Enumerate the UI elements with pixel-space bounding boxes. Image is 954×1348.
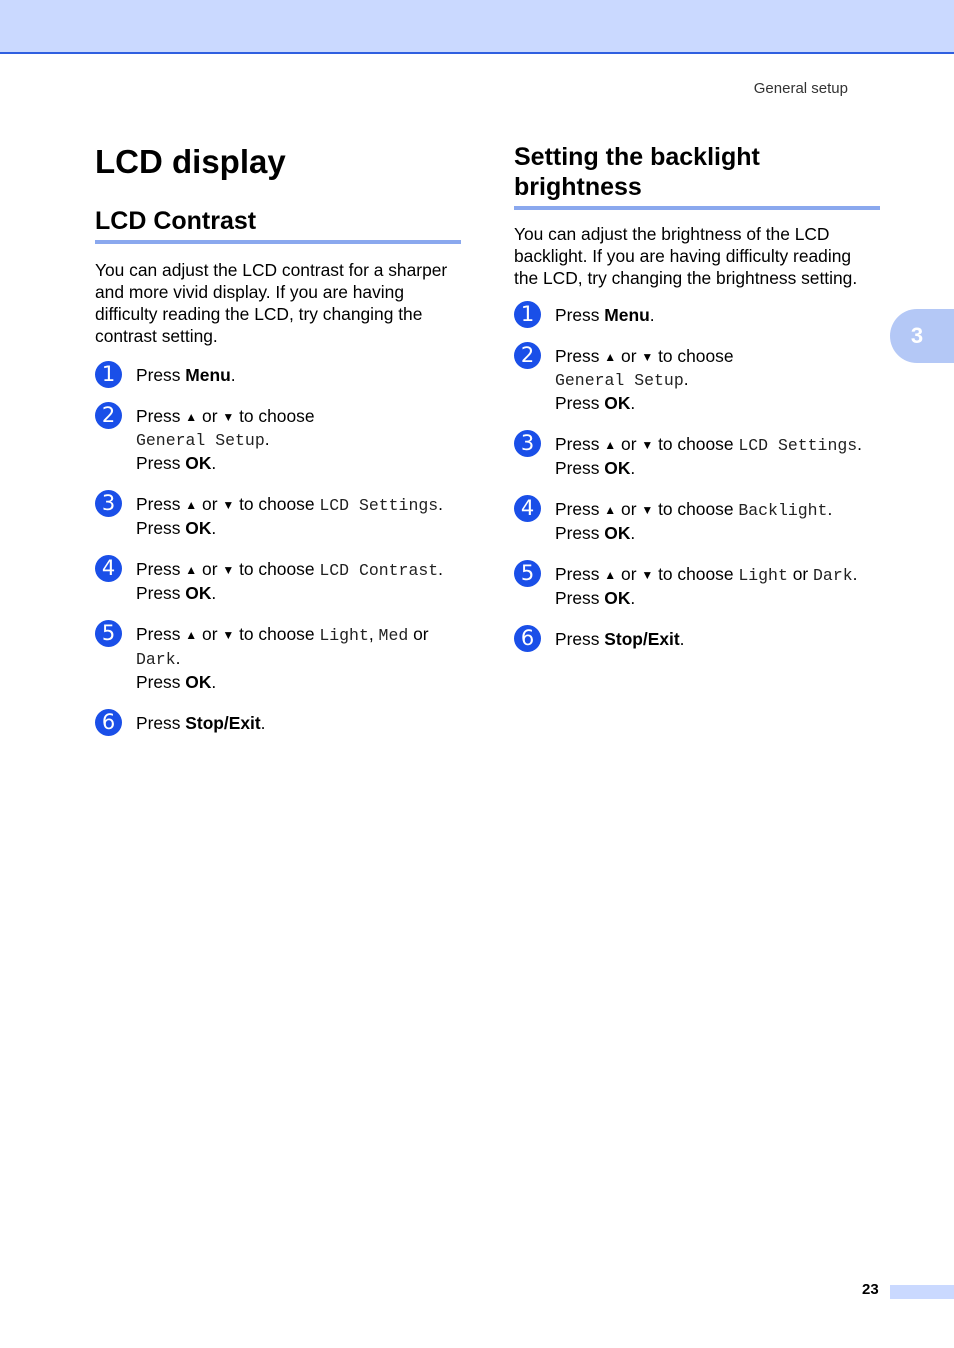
intro-paragraph: You can adjust the LCD contrast for a sharper and more vivid display. If you are having difficulty reading the LCD, try changing the contrast setting. — [95, 260, 448, 346]
up-arrow-icon: ▲ — [604, 438, 617, 452]
menu-key: Menu — [604, 305, 650, 325]
step-number-icon: 3 — [95, 490, 122, 517]
up-arrow-icon: ▲ — [604, 350, 617, 364]
page-number: 23 — [862, 1281, 879, 1298]
step-number-icon: 6 — [514, 625, 541, 652]
step-list — [95, 364, 461, 734]
ok-key: OK — [185, 672, 212, 692]
up-arrow-icon: ▲ — [604, 503, 617, 517]
down-arrow-icon: ▼ — [641, 503, 654, 517]
step-2: 2 Press ▲ or ▼ to choose General Setup. Press OK. — [514, 345, 880, 414]
menu-key: Menu — [185, 365, 231, 385]
lcd-item: LCD Settings — [738, 436, 858, 455]
up-arrow-icon: ▲ — [185, 410, 198, 424]
step-6: 6 Press Stop/Exit. — [95, 712, 461, 734]
step-number-icon: 1 — [95, 361, 122, 388]
step-list — [514, 304, 880, 650]
step-number-icon: 5 — [514, 560, 541, 587]
step-1: 1 Press Menu. — [514, 304, 880, 326]
ok-key: OK — [185, 518, 212, 538]
lcd-item: LCD Contrast — [319, 561, 439, 580]
section-title-lcd-contrast: LCD Contrast — [95, 206, 461, 244]
ok-key: OK — [185, 453, 212, 473]
ok-key: OK — [604, 393, 631, 413]
ok-key: OK — [604, 588, 631, 608]
left-column — [95, 140, 461, 753]
step-3: 3 Press ▲ or ▼ to choose LCD Settings. Press OK. — [514, 433, 880, 479]
down-arrow-icon: ▼ — [641, 568, 654, 582]
step-4: 4 Press ▲ or ▼ to choose LCD Contrast. Press OK. — [95, 558, 461, 604]
step-number-icon: 1 — [514, 301, 541, 328]
down-arrow-icon: ▼ — [222, 628, 235, 642]
lcd-item: Backlight — [738, 501, 828, 520]
step-6: 6 Press Stop/Exit. — [514, 628, 880, 650]
page-number-bar — [890, 1285, 954, 1299]
right-column — [514, 142, 880, 669]
step-number-icon: 6 — [95, 709, 122, 736]
ok-key: OK — [604, 458, 631, 478]
lcd-item: Dark — [136, 650, 176, 669]
step-1: 1 Press Menu. — [95, 364, 461, 386]
lcd-item: Dark — [813, 566, 853, 585]
step-3: 3 Press ▲ or ▼ to choose LCD Settings. Press OK. — [95, 493, 461, 539]
stop-exit-key: Stop/Exit — [604, 629, 680, 649]
up-arrow-icon: ▲ — [185, 563, 198, 577]
running-header: General setup — [753, 80, 848, 97]
step-5: 5 Press ▲ or ▼ to choose Light, Med or Dark. Press OK. — [95, 623, 461, 693]
page-title: LCD display — [95, 143, 286, 180]
up-arrow-icon: ▲ — [185, 498, 198, 512]
section-title-backlight: Setting the backlight brightness — [514, 142, 880, 210]
lcd-item: General Setup — [136, 431, 265, 450]
header-band — [0, 0, 954, 54]
down-arrow-icon: ▼ — [641, 438, 654, 452]
step-number-icon: 4 — [95, 555, 122, 582]
down-arrow-icon: ▼ — [641, 350, 654, 364]
step-5: 5 Press ▲ or ▼ to choose Light or Dark. Press OK. — [514, 563, 880, 609]
step-2: 2 Press ▲ or ▼ to choose General Setup. Press OK. — [95, 405, 461, 474]
down-arrow-icon: ▼ — [222, 498, 235, 512]
intro-paragraph: You can adjust the brightness of the LCD backlight. If you are having difficulty reading the LCD, try changing the brightness setting. — [514, 224, 858, 288]
ok-key: OK — [604, 523, 631, 543]
down-arrow-icon: ▼ — [222, 410, 235, 424]
lcd-item: Light — [738, 566, 788, 585]
step-number-icon: 5 — [95, 620, 122, 647]
chapter-tab: 3 — [890, 309, 954, 363]
step-number-icon: 4 — [514, 495, 541, 522]
step-number-icon: 3 — [514, 430, 541, 457]
up-arrow-icon: ▲ — [185, 628, 198, 642]
step-number-icon: 2 — [95, 402, 122, 429]
lcd-item: Med — [378, 626, 409, 645]
down-arrow-icon: ▼ — [222, 563, 235, 577]
step-4: 4 Press ▲ or ▼ to choose Backlight. Press OK. — [514, 498, 880, 544]
lcd-item: Light — [319, 626, 369, 645]
lcd-item: General Setup — [555, 371, 684, 390]
lcd-item: LCD Settings — [319, 496, 439, 515]
ok-key: OK — [185, 583, 212, 603]
step-number-icon: 2 — [514, 342, 541, 369]
up-arrow-icon: ▲ — [604, 568, 617, 582]
stop-exit-key: Stop/Exit — [185, 713, 261, 733]
